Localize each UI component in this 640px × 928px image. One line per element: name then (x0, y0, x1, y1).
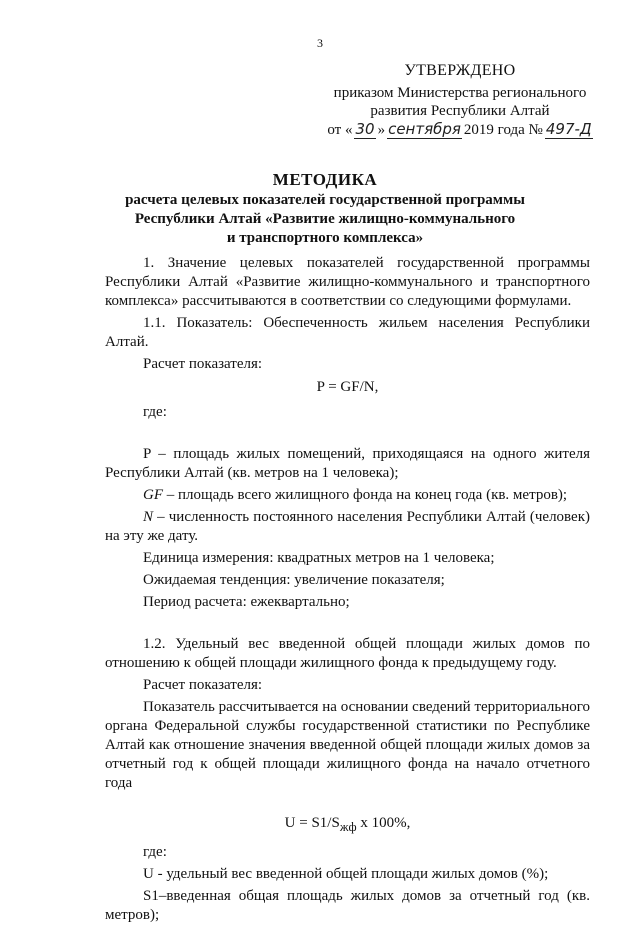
definition-s1: S1–введенная общая площадь жилых домов за отчетный год (кв. метров); (105, 888, 590, 923)
date-mid: » (377, 122, 386, 138)
title-line-2: Республики Алтай «Развитие жилищно-коммунального (134, 211, 516, 227)
approval-line-2: развития Республики Алтай (370, 103, 550, 119)
definition-n-text: – численность постоянного населения Республики Алтай (человек) на эту же дату. (105, 509, 590, 544)
formula-2-tail: x 100%, (356, 815, 411, 831)
handwritten-month: сентября (388, 120, 461, 138)
period-line: Период расчета: ежеквартально; (143, 594, 350, 610)
handwritten-day: 30 (355, 120, 375, 138)
title-line-1: расчета целевых показателей государственной программы (125, 192, 525, 208)
document-body (105, 254, 590, 928)
page-number: 3 (317, 36, 323, 50)
calc-label-1: Расчет показателя: (143, 356, 263, 372)
document-title (60, 170, 590, 248)
approval-block (327, 62, 592, 139)
definition-gf-text: – площадь всего жилищного фонда на конец года (кв. метров); (163, 487, 568, 503)
calc-label-2: Расчет показателя: (143, 677, 263, 693)
var-gf: GF (143, 487, 163, 503)
trend-line: Ожидаемая тенденция: увеличение показателя; (143, 572, 445, 588)
date-year: 2019 года № (463, 122, 543, 138)
paragraph-method: Показатель рассчитывается на основании сведений территориального органа Федеральной службы государственной статистики по Республике Алтай как отношение значения введенной общей площади жилых домов за отчетный год к общей площади жилищного фонда на начало отчетного года (105, 699, 590, 791)
paragraph-1-2: 1.2. Удельный вес введенной общей площади жилых домов по отношению к общей площади жилищного фонда к предыдущему году. (105, 636, 590, 671)
unit-line: Единица измерения: квадратных метров на 1 человека; (143, 550, 495, 566)
date-prefix: от « (327, 122, 353, 138)
definition-n (105, 508, 590, 546)
approval-date-line (327, 120, 592, 139)
paragraph-1-1: 1.1. Показатель: Обеспеченность жильем населения Республики Алтай. (105, 315, 590, 350)
formula-2 (105, 814, 590, 837)
handwritten-order-number: 497-Д (545, 120, 592, 138)
definition-u: U - удельный вес введенной общей площади жилых домов (%); (143, 866, 549, 882)
where-label-2: где: (143, 844, 167, 860)
formula-1: P = GF/N, (316, 379, 379, 395)
definition-gf (105, 486, 590, 505)
definition-p: P – площадь жилых помещений, приходящаяся на одного жителя Республики Алтай (кв. метров на 1 человека); (105, 446, 590, 481)
paragraph-1: 1. Значение целевых показателей государственной программы Республики Алтай «Развитие жилищно-коммунального и транспортного комплекса» рассчитываются в соответствии со следующими формулами. (105, 255, 590, 309)
title-line-3: и транспортного комплекса» (226, 230, 424, 246)
approval-line-1: приказом Министерства регионального (333, 85, 587, 101)
formula-2-main: U = S1/S (284, 815, 340, 831)
title-main: МЕТОДИКА (272, 170, 378, 189)
formula-2-subscript: жф (339, 820, 357, 834)
var-n: N (143, 509, 154, 525)
where-label-1: где: (143, 404, 167, 420)
approval-heading: УТВЕРЖДЕНО (404, 62, 516, 79)
